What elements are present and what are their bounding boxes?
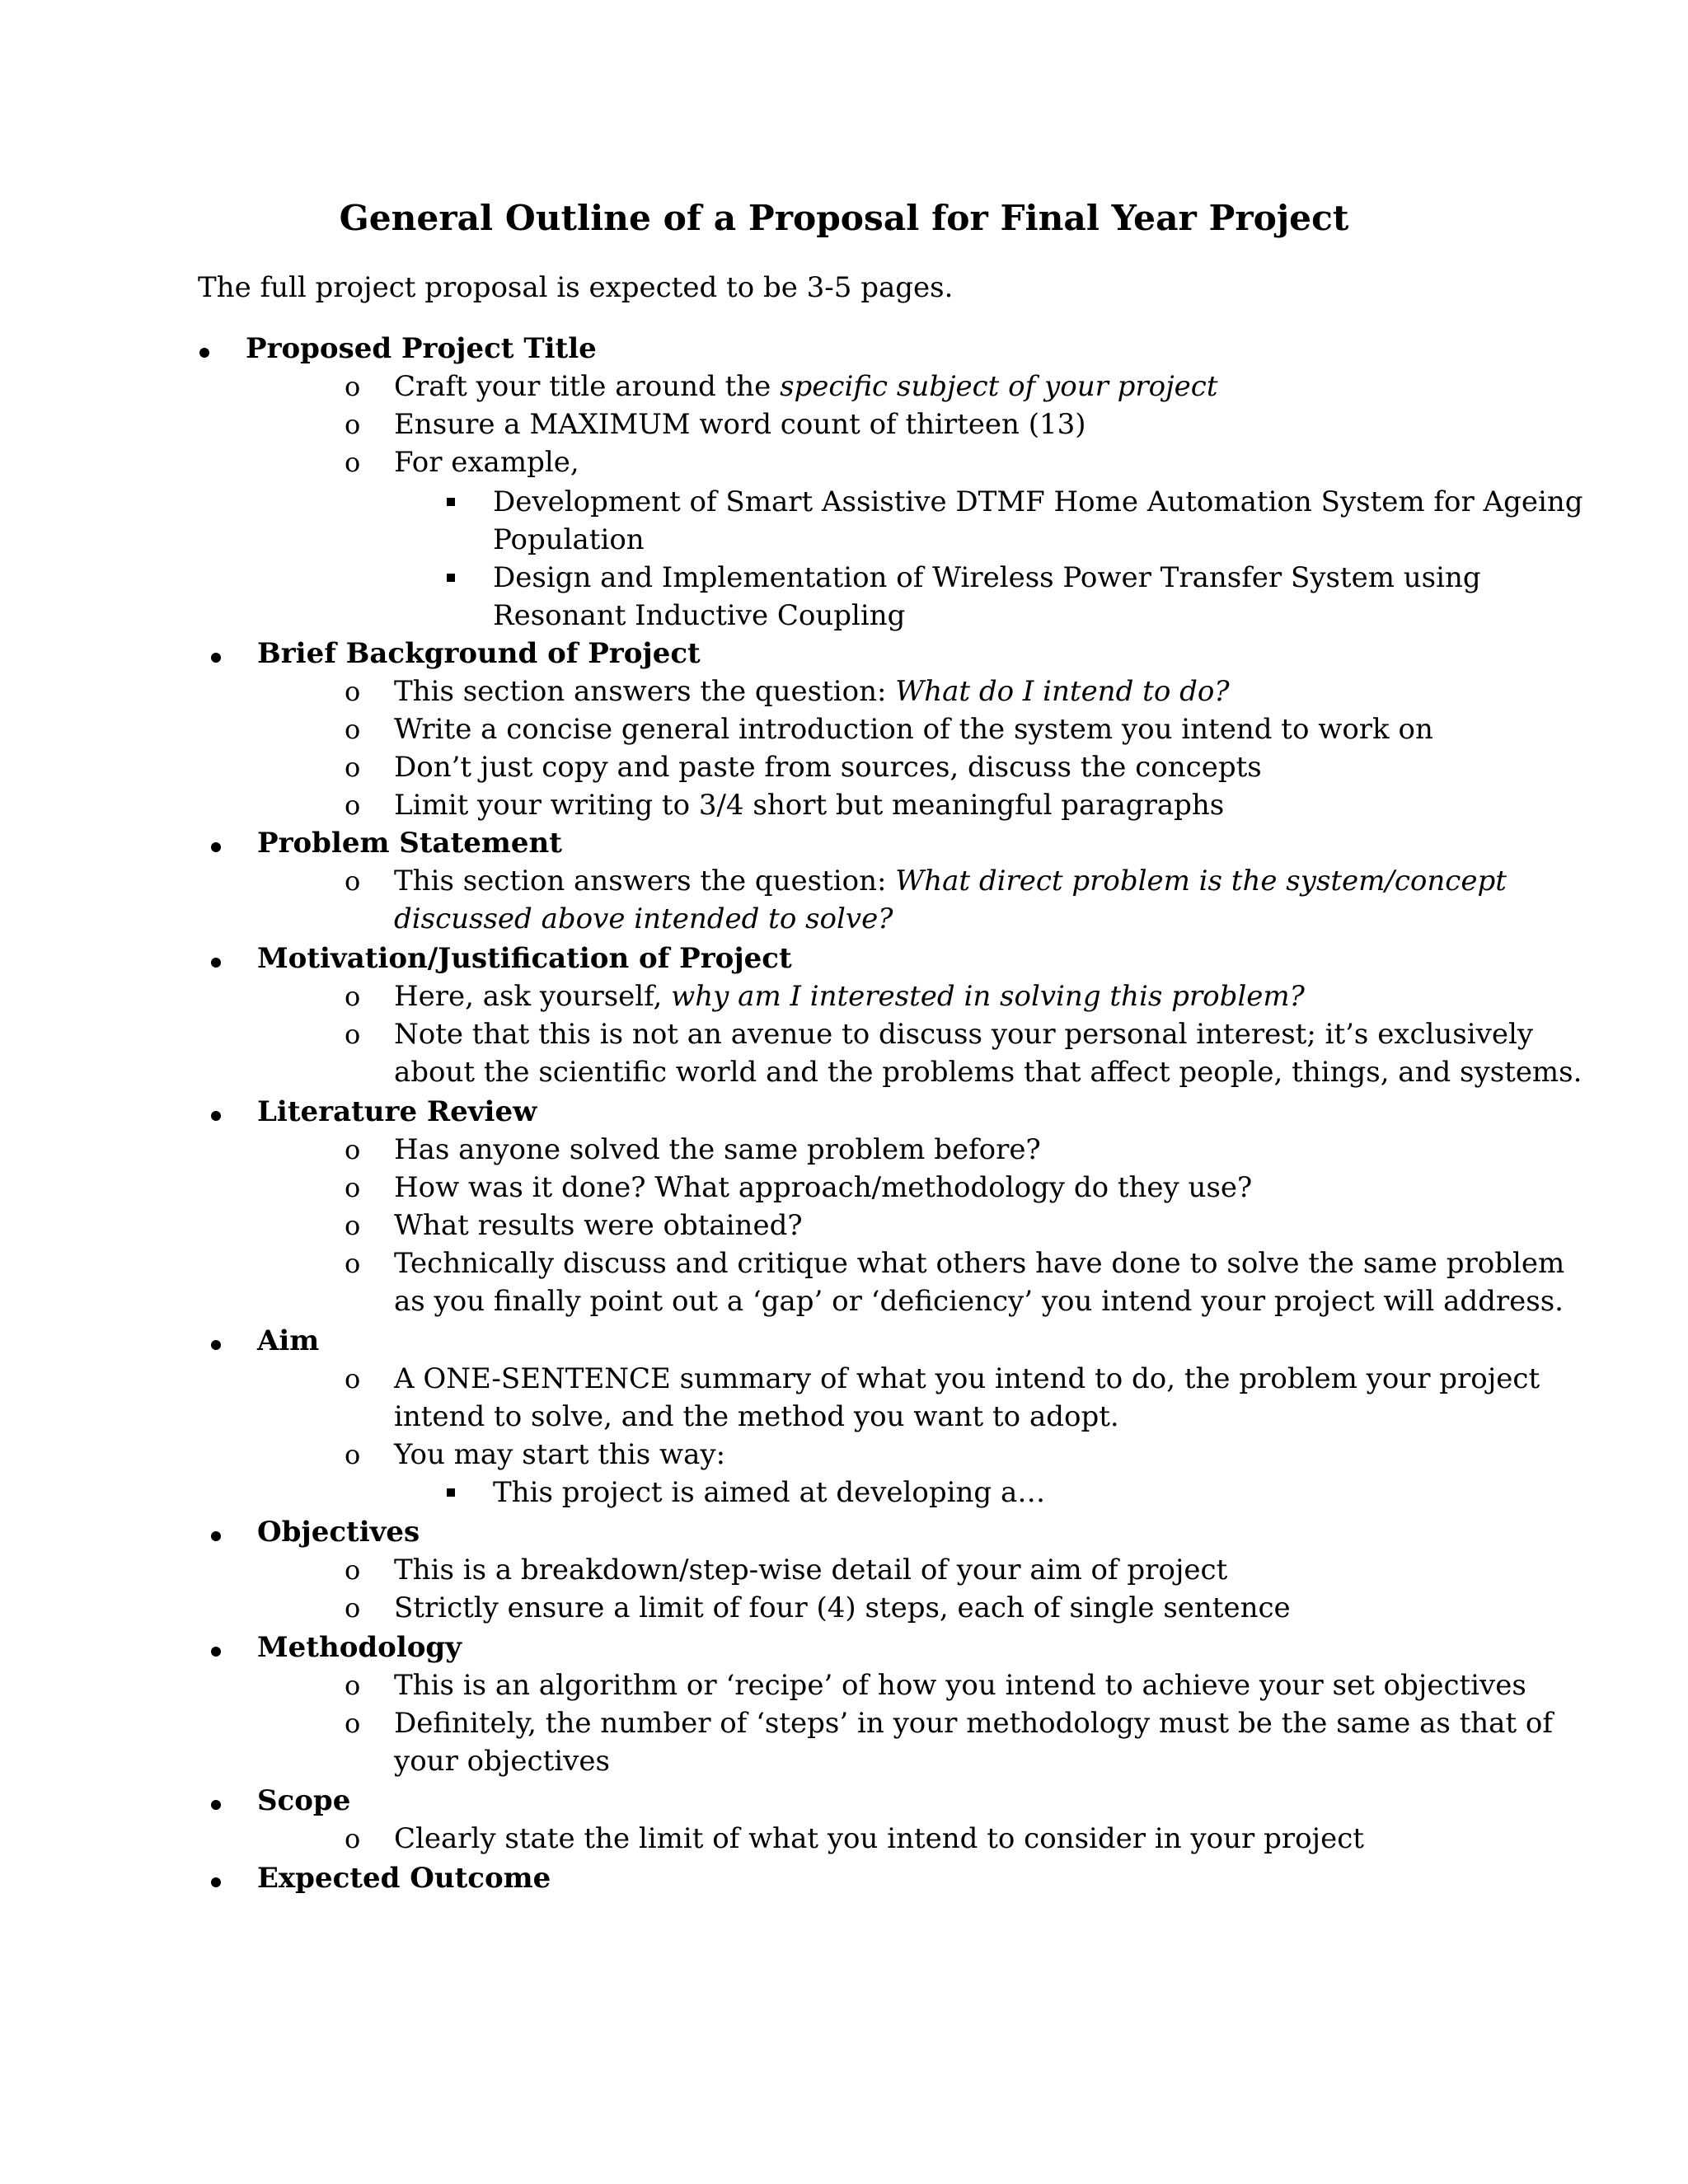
- list-item: Strictly ensure a limit of four (4) steps, each of single sentence: [394, 1591, 1291, 1624]
- list-item: This section answers the question: What direct problem is the system/concept: [394, 865, 1507, 898]
- square-bullet: [447, 498, 455, 506]
- list-item-continuation: intend to solve, and the method you want to adopt.: [394, 1400, 1119, 1433]
- list-item: Ensure a MAXIMUM word count of thirteen (13): [394, 408, 1086, 441]
- section-heading: Scope: [257, 1784, 351, 1817]
- section-heading: Expected Outcome: [257, 1862, 551, 1895]
- list-item-continuation: your objectives: [394, 1745, 610, 1778]
- section-bullet: [211, 1800, 221, 1810]
- section-heading: Literature Review: [257, 1095, 537, 1128]
- sub-list-item-continuation: Population: [493, 523, 645, 556]
- circle-bullet: o: [345, 1708, 361, 1739]
- circle-bullet: o: [345, 981, 361, 1012]
- list-item: Don’t just copy and paste from sources, discuss the concepts: [394, 751, 1262, 784]
- circle-bullet: o: [345, 1019, 361, 1050]
- sub-list-item: This project is aimed at developing a…: [493, 1476, 1046, 1509]
- circle-bullet: o: [345, 676, 361, 707]
- circle-bullet: o: [345, 752, 361, 783]
- list-item: Technically discuss and critique what others have done to solve the same problem: [394, 1247, 1565, 1280]
- circle-bullet: o: [345, 1210, 361, 1241]
- circle-bullet: o: [345, 1670, 361, 1701]
- circle-bullet: o: [345, 1172, 361, 1203]
- circle-bullet: o: [345, 1554, 361, 1586]
- circle-bullet: o: [345, 1363, 361, 1394]
- section-bullet: [211, 1340, 221, 1350]
- section-bullet: [211, 1531, 221, 1541]
- list-item: Write a concise general introduction of the system you intend to work on: [394, 713, 1433, 746]
- section-bullet: [211, 653, 221, 663]
- circle-bullet: o: [345, 1592, 361, 1624]
- section-bullet: [211, 1111, 221, 1121]
- list-item: How was it done? What approach/methodology do they use?: [394, 1171, 1253, 1204]
- section-bullet: [211, 1877, 221, 1887]
- list-item: A ONE-SENTENCE summary of what you intend to do, the problem your project: [394, 1362, 1540, 1395]
- list-item: Definitely, the number of ‘steps’ in your methodology must be the same as that of: [394, 1707, 1553, 1740]
- list-item: Clearly state the limit of what you intend to consider in your project: [394, 1822, 1364, 1855]
- section-bullet: [211, 1647, 221, 1657]
- section-heading: Aim: [257, 1324, 320, 1357]
- section-bullet: [199, 348, 209, 358]
- list-item: What results were obtained?: [394, 1209, 803, 1242]
- sub-list-item: Development of Smart Assistive DTMF Home Automation System for Ageing: [493, 485, 1583, 518]
- circle-bullet: o: [345, 447, 361, 478]
- circle-bullet: o: [345, 714, 361, 745]
- list-item: Craft your title around the specific subject of your project: [394, 370, 1218, 403]
- list-item: Note that this is not an avenue to discuss your personal interest; it’s exclusively: [394, 1018, 1534, 1051]
- document-title: General Outline of a Proposal for Final Year Project: [339, 197, 1349, 238]
- circle-bullet: o: [345, 865, 361, 897]
- section-heading: Proposed Project Title: [246, 332, 597, 365]
- square-bullet: [447, 1488, 455, 1497]
- circle-bullet: o: [345, 371, 361, 402]
- circle-bullet: o: [345, 1439, 361, 1470]
- circle-bullet: o: [345, 409, 361, 440]
- circle-bullet: o: [345, 790, 361, 821]
- section-heading: Motivation/Justification of Project: [257, 942, 792, 975]
- list-item: Has anyone solved the same problem before?: [394, 1133, 1041, 1166]
- sub-list-item-continuation: Resonant Inductive Coupling: [493, 599, 906, 632]
- list-item: You may start this way:: [394, 1438, 726, 1471]
- sub-list-item: Design and Implementation of Wireless Power Transfer System using: [493, 561, 1481, 594]
- section-bullet: [211, 958, 221, 968]
- list-item-continuation: discussed above intended to solve?: [394, 902, 893, 935]
- circle-bullet: o: [345, 1823, 361, 1854]
- section-heading: Methodology: [257, 1631, 462, 1664]
- list-item: Limit your writing to 3/4 short but meaningful paragraphs: [394, 789, 1225, 822]
- list-item: For example,: [394, 446, 579, 479]
- section-bullet: [211, 842, 221, 852]
- circle-bullet: o: [345, 1134, 361, 1165]
- list-item: Here, ask yourself, why am I interested in solving this problem?: [394, 980, 1305, 1013]
- section-heading: Brief Background of Project: [257, 637, 701, 670]
- section-heading: Objectives: [257, 1516, 420, 1549]
- list-item: This is a breakdown/step-wise detail of your aim of project: [394, 1554, 1228, 1586]
- square-bullet: [447, 574, 455, 582]
- circle-bullet: o: [345, 1248, 361, 1279]
- section-heading: Problem Statement: [257, 827, 562, 860]
- intro-text: The full project proposal is expected to be 3-5 pages.: [198, 271, 954, 304]
- list-item-continuation: about the scientific world and the problems that affect people, things, and systems.: [394, 1056, 1582, 1089]
- list-item: This is an algorithm or ‘recipe’ of how you intend to achieve your set objectives: [394, 1669, 1526, 1702]
- list-item-continuation: as you finally point out a ‘gap’ or ‘deficiency’ you intend your project will address.: [394, 1285, 1564, 1318]
- list-item: This section answers the question: What do I intend to do?: [394, 675, 1230, 708]
